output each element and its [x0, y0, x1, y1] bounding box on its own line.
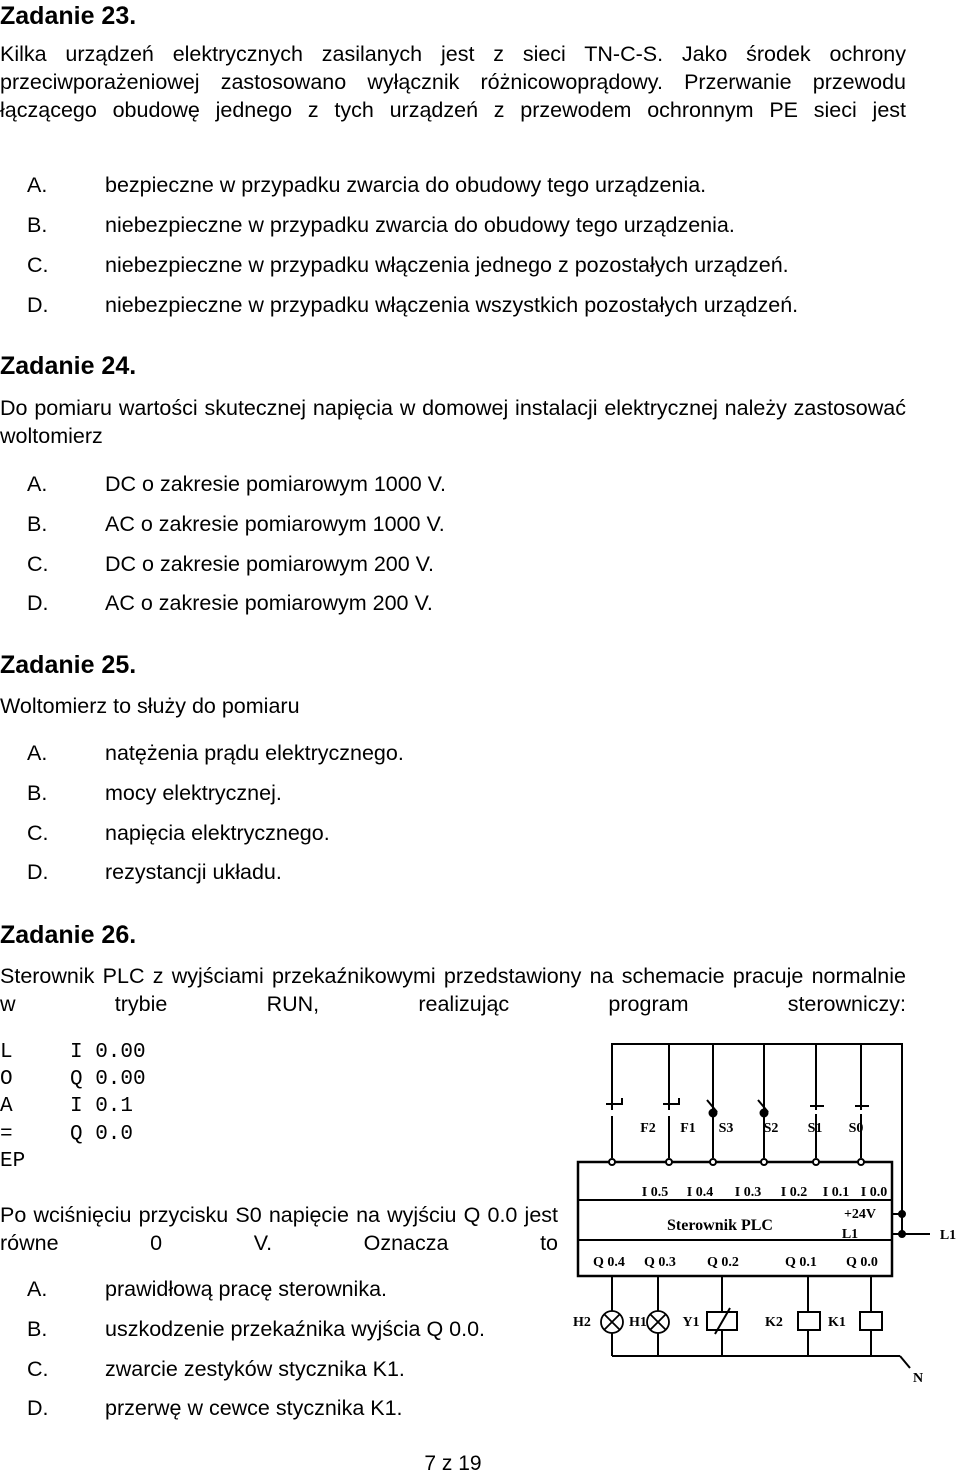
program-line: L I 0.00: [0, 1041, 146, 1064]
task-26-question-2: Po wciśnięciu przycisku S0 napięcie na wyjściu Q 0.0 jest równe 0 V. Oznacza to: [0, 1203, 558, 1255]
plc-program-listing: [0, 1039, 146, 1175]
input-label: I 0.3: [734, 1185, 762, 1200]
output-wires: [612, 1276, 871, 1300]
task-25-question: Woltomierz to służy do pomiaru: [0, 694, 300, 718]
task-25-option-c[interactable]: C. napięcia elektrycznego.: [27, 821, 330, 845]
task-23-option-c[interactable]: C. niebezpieczne w przypadku włączenia jednego z pozostałych urządzeń.: [27, 253, 789, 277]
load-label: Y1: [682, 1315, 700, 1330]
task-24-title: Zadanie 24.: [0, 352, 137, 380]
load-label: K1: [828, 1315, 846, 1330]
input-label: I 0.1: [822, 1185, 850, 1200]
task-23-option-d[interactable]: D. niebezpieczne w przypadku włączenia wszystkich pozostałych urządzeń.: [27, 293, 799, 317]
task-23-title: Zadanie 23.: [0, 2, 137, 30]
supply-label: +24V: [843, 1207, 877, 1222]
program-line: O Q 0.00: [0, 1068, 146, 1092]
input-label: I 0.4: [686, 1185, 714, 1200]
task-26-option-b[interactable]: B. uszkodzenie przekaźnika wyjścia Q 0.0.: [27, 1317, 486, 1341]
switch-label: S1: [807, 1121, 823, 1136]
output-label: Q 0.3: [644, 1255, 676, 1270]
output-label: Q 0.4: [593, 1255, 625, 1270]
task-24-option-a[interactable]: A. DC o zakresie pomiarowym 1000 V.: [27, 472, 446, 496]
output-label: Q 0.2: [707, 1255, 739, 1270]
input-label: I 0.0: [860, 1185, 888, 1200]
task-24-question: Do pomiaru wartości skutecznej napięcia w domowej instalacji elektrycznej należy zastosować woltomierz: [0, 396, 906, 448]
bus-taps: [669, 1044, 861, 1110]
lamp-h2: [601, 1311, 623, 1333]
task-26-option-a[interactable]: A. prawidłową pracę sterownika.: [27, 1277, 388, 1301]
switch-contacts: [606, 1098, 869, 1122]
load-label: H1: [629, 1315, 647, 1330]
task-25-option-b[interactable]: B. mocy elektrycznej.: [27, 781, 282, 805]
l1-line-label: L1: [939, 1228, 957, 1243]
input-label: I 0.2: [780, 1185, 808, 1200]
task-26-title: Zadanie 26.: [0, 921, 137, 949]
switch-label: S3: [718, 1121, 734, 1136]
input-label: I 0.5: [641, 1185, 669, 1200]
page-number: 7 z 19: [424, 1452, 482, 1475]
l1-top-bus: [612, 1044, 902, 1234]
switch-label: S0: [848, 1121, 864, 1136]
program-line: A I 0.1: [0, 1095, 134, 1119]
task-25-option-d[interactable]: D. rezystancji układu.: [27, 860, 282, 884]
switch-label: S2: [763, 1121, 779, 1136]
task-23-option-a[interactable]: A. bezpieczne w przypadku zwarcia do obudowy tego urządzenia.: [27, 173, 707, 197]
coil-k1: [860, 1312, 882, 1330]
lamp-h1: [647, 1311, 669, 1333]
task-24-option-c[interactable]: C. DC o zakresie pomiarowym 200 V.: [27, 552, 435, 576]
task-26-option-d[interactable]: D. przerwę w cewce stycznika K1.: [27, 1396, 403, 1420]
task-25-option-a[interactable]: A. natężenia prądu elektrycznego.: [27, 741, 404, 765]
plc-wiring-diagram: [560, 1030, 960, 1395]
program-line: = Q 0.0: [0, 1122, 134, 1146]
switch-label: F1: [680, 1121, 696, 1136]
task-24-option-b[interactable]: B. AC o zakresie pomiarowym 1000 V.: [27, 512, 445, 536]
task-23-question: Kilka urządzeń elektrycznych zasilanych jest z sieci TN-C-S. Jako środek ochrony przeciwporażeniowej zastosowano wyłącznik różnicowoprądowy. Przerwanie przewodu łączącego obudowę jednego z tych urządzeń z przewodem ochronnym PE sieci jest: [0, 42, 906, 122]
coil-k2: [798, 1312, 820, 1330]
task-23-option-b[interactable]: B. niebezpieczne w przypadku zwarcia do obudowy tego urządzenia.: [27, 213, 735, 237]
l1-terminal-label: L1: [841, 1227, 859, 1242]
n-bus: [612, 1330, 910, 1368]
output-label: Q 0.0: [846, 1255, 878, 1270]
program-line: EP: [0, 1149, 26, 1173]
load-label: H2: [573, 1315, 591, 1330]
n-line-label: N: [912, 1371, 924, 1386]
plc-label: Sterownik PLC: [667, 1217, 773, 1234]
switch-label: F2: [640, 1121, 656, 1136]
task-26-option-c[interactable]: C. zwarcie zestyków stycznika K1.: [27, 1357, 405, 1381]
task-24-option-d[interactable]: D. AC o zakresie pomiarowym 200 V.: [27, 591, 433, 615]
task-26-question: Sterownik PLC z wyjściami przekaźnikowymi przedstawiony na schemacie pracuje normalnie w trybie RUN, realizując program sterowniczy:: [0, 964, 906, 1016]
output-label: Q 0.1: [785, 1255, 817, 1270]
load-label: K2: [765, 1315, 783, 1330]
task-25-title: Zadanie 25.: [0, 651, 137, 679]
